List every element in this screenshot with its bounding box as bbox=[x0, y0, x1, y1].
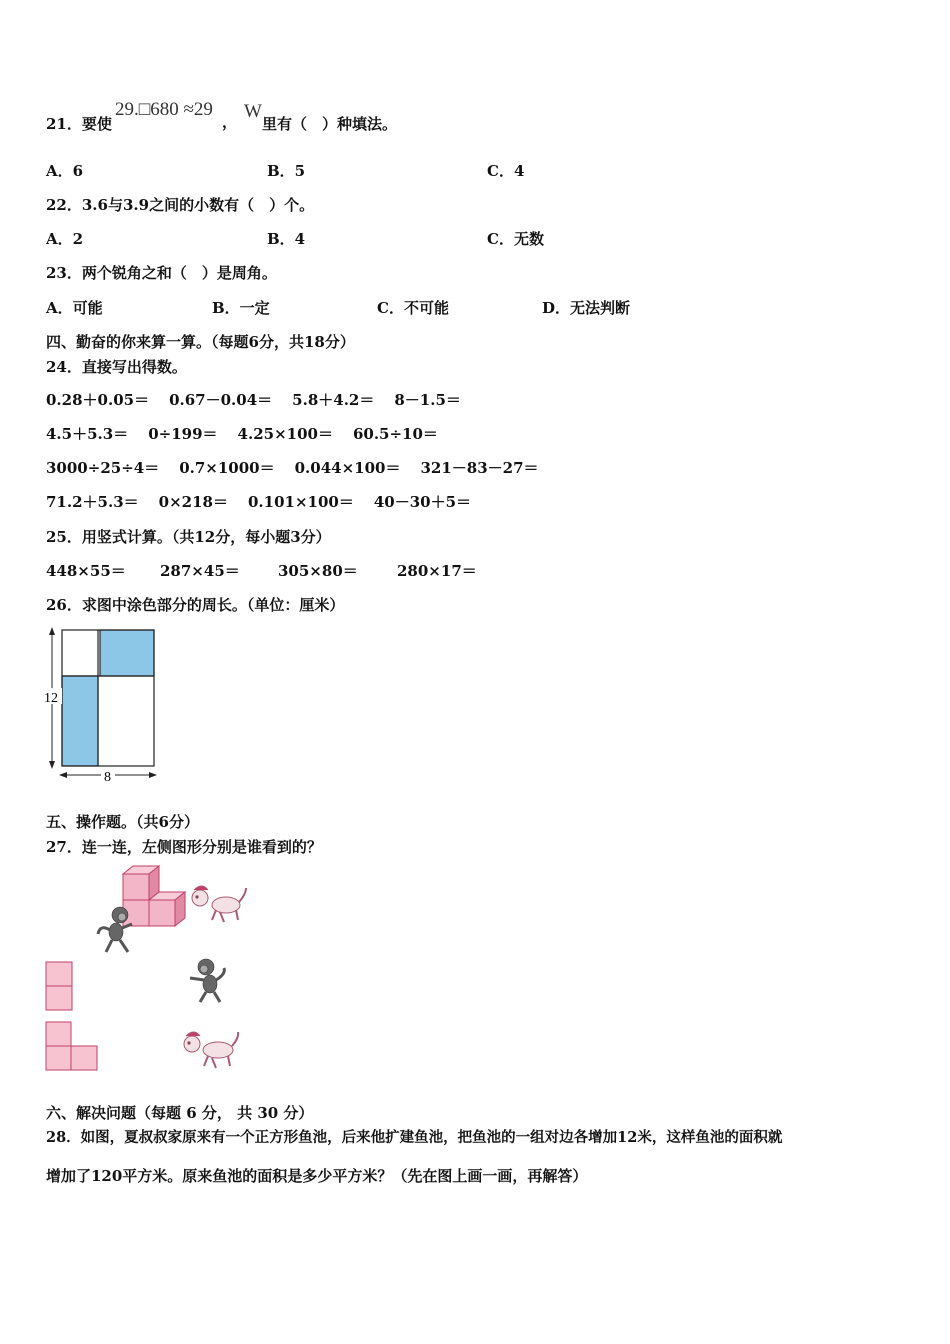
cube-stack bbox=[123, 866, 185, 926]
monkey-icon bbox=[190, 959, 224, 1002]
calc-item: 60.5÷10＝ bbox=[352, 425, 438, 443]
view-shape-1 bbox=[46, 962, 72, 1010]
q25-item-1: 448×55＝ bbox=[46, 562, 126, 580]
q23-stem: 23．两个锐角之和（ ）是周角。 bbox=[46, 264, 277, 282]
width-label: 8 bbox=[104, 770, 111, 784]
q28-line-2: 增加了120平方米。原来鱼池的面积是多少平方米？（先在图上画一画，再解答） bbox=[46, 1167, 588, 1185]
arrow-down-icon bbox=[49, 761, 55, 769]
q23-option-d[interactable]: D．无法判断 bbox=[542, 299, 631, 317]
q24-row-3 bbox=[46, 458, 559, 478]
q21-expression: 29.□680 ≈29 bbox=[115, 99, 213, 120]
q21-pre: 要使 bbox=[81, 115, 112, 133]
q21-option-a[interactable]: A．6 bbox=[46, 162, 84, 180]
calc-item: 0.28＋0.05＝ bbox=[46, 391, 150, 409]
calc-item: 8－1.5＝ bbox=[394, 391, 461, 409]
q25-item-4: 280×17＝ bbox=[397, 562, 477, 580]
calc-item: 0÷199＝ bbox=[148, 425, 218, 443]
q25-item-3: 305×80＝ bbox=[278, 562, 358, 580]
q23-option-a[interactable]: A．可能 bbox=[46, 299, 103, 317]
calc-item: 321－83－27＝ bbox=[420, 459, 539, 477]
q21-stem bbox=[46, 114, 112, 134]
section-5-heading: 五、操作题。（共6分） bbox=[46, 813, 199, 831]
view-shape-2 bbox=[46, 1022, 97, 1070]
q24-stem: 24．直接写出得数。 bbox=[46, 358, 187, 376]
calc-item: 0.7×1000＝ bbox=[179, 459, 275, 477]
calc-item: 40－30＋5＝ bbox=[373, 493, 472, 511]
arrow-up-icon bbox=[49, 627, 55, 635]
q22-stem: 22．3.6与3.9之间的小数有（ ）个。 bbox=[46, 196, 315, 214]
arrow-right-icon bbox=[149, 772, 157, 778]
q22-option-b[interactable]: B．4 bbox=[267, 230, 306, 248]
q21-option-c[interactable]: C．4 bbox=[487, 162, 525, 180]
shaded-left-rect bbox=[62, 676, 98, 766]
q24-row-2 bbox=[46, 424, 458, 444]
q24-row-1 bbox=[46, 390, 481, 410]
dog-icon bbox=[184, 1032, 238, 1068]
q21-number: 21． bbox=[46, 115, 82, 133]
q21-w: W bbox=[244, 101, 262, 122]
q27-stem: 27．连一连，左侧图形分别是谁看到的？ bbox=[46, 838, 322, 856]
calc-item: 0.044×100＝ bbox=[294, 459, 401, 477]
monkey-icon bbox=[98, 907, 132, 952]
calc-item: 4.25×100＝ bbox=[237, 425, 333, 443]
calc-item: 0.101×100＝ bbox=[247, 493, 354, 511]
q21-option-b[interactable]: B．5 bbox=[267, 162, 306, 180]
calc-item: 3000÷25÷4＝ bbox=[46, 459, 160, 477]
q21-post: 里有（ ）种填法。 bbox=[262, 115, 398, 133]
calc-item: 0.67－0.04＝ bbox=[169, 391, 273, 409]
shaded-top-rect bbox=[100, 630, 154, 676]
q23-option-b[interactable]: B．一定 bbox=[212, 299, 270, 317]
q27-figure bbox=[40, 860, 260, 1075]
section-4-heading: 四、勤奋的你来算一算。（每题6分，共18分） bbox=[46, 333, 355, 351]
q24-row-4 bbox=[46, 492, 491, 512]
q26-stem: 26．求图中涂色部分的周长。（单位：厘米） bbox=[46, 596, 345, 614]
calc-item: 0×218＝ bbox=[158, 493, 228, 511]
section-6-heading: 六、解决问题（每题 6 分， 共 30 分） bbox=[46, 1104, 314, 1122]
q22-option-a[interactable]: A．2 bbox=[46, 230, 84, 248]
calc-item: 5.8＋4.2＝ bbox=[292, 391, 375, 409]
q26-figure bbox=[40, 624, 165, 784]
calc-item: 71.2＋5.3＝ bbox=[46, 493, 139, 511]
q23-option-c[interactable]: C．不可能 bbox=[377, 299, 449, 317]
dog-icon bbox=[192, 886, 246, 922]
arrow-left-icon bbox=[59, 772, 67, 778]
height-label: 12 bbox=[44, 691, 58, 706]
q21-comma: ， bbox=[222, 113, 238, 131]
q28-line-1: 28．如图，夏叔叔家原来有一个正方形鱼池，后来他扩建鱼池，把鱼池的一组对边各增加12米，这样鱼池的面积就 bbox=[46, 1129, 783, 1146]
q25-item-2: 287×45＝ bbox=[160, 562, 240, 580]
q22-option-c[interactable]: C．无数 bbox=[487, 230, 544, 248]
q25-stem: 25．用竖式计算。（共12分，每小题3分） bbox=[46, 528, 331, 546]
calc-item: 4.5＋5.3＝ bbox=[46, 425, 129, 443]
